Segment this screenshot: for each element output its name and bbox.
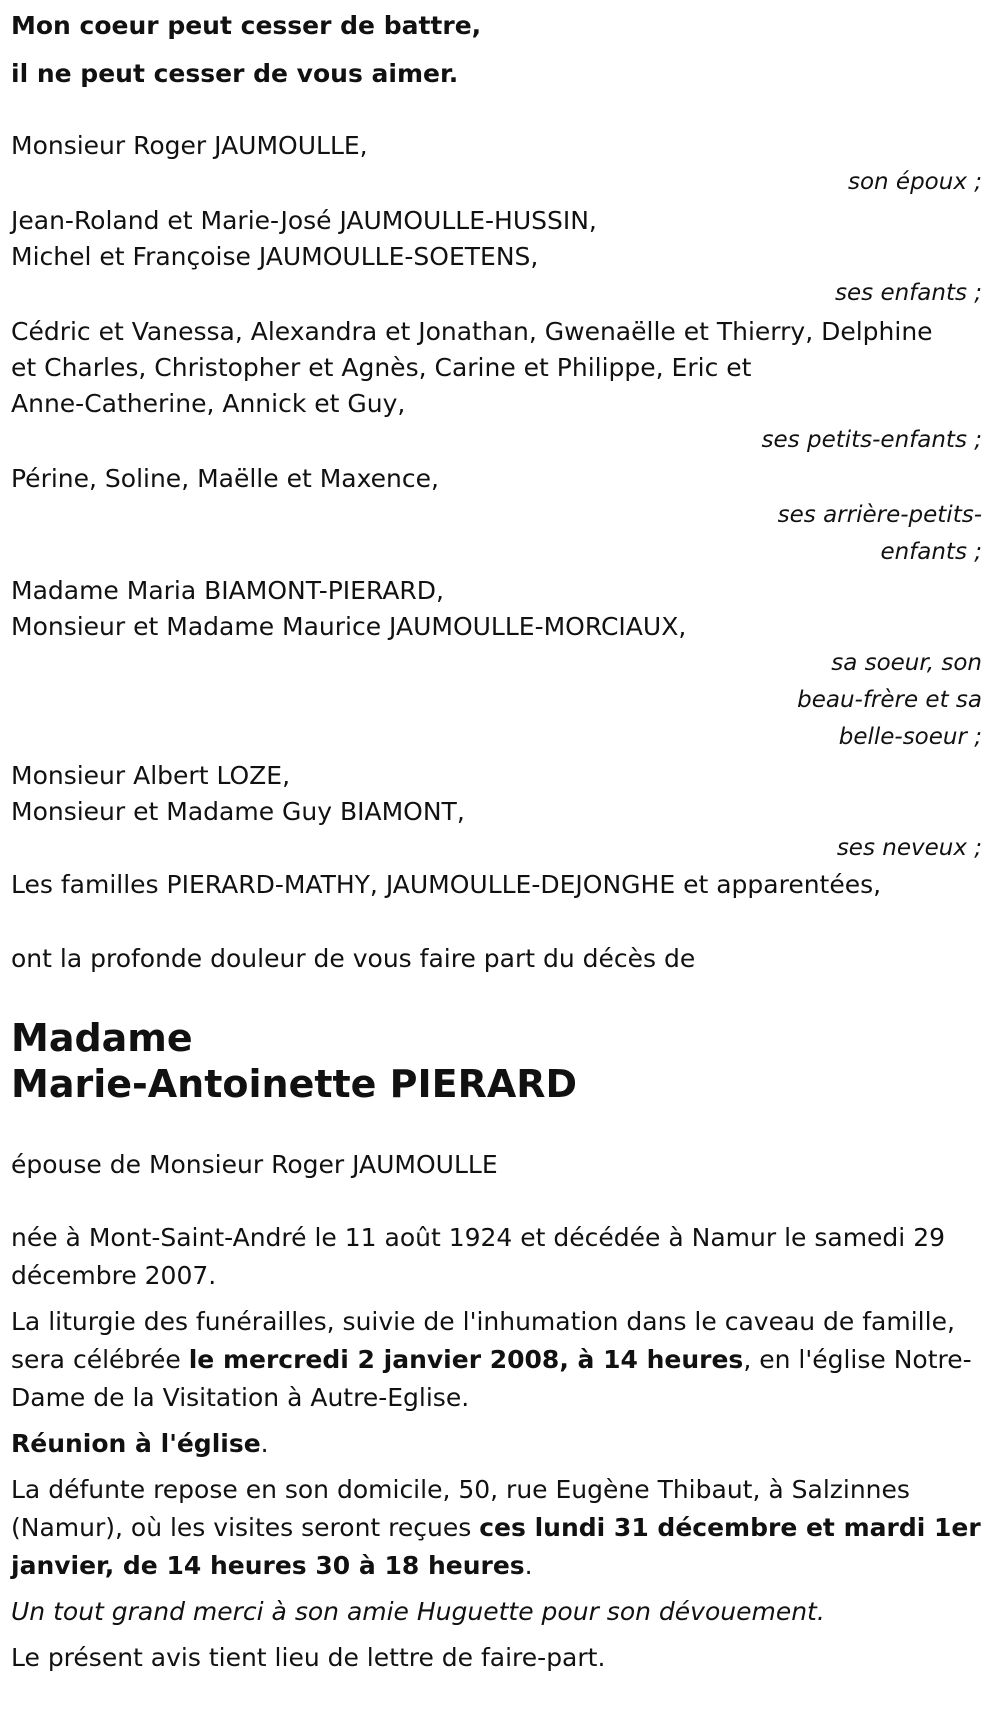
thanks-note: Un tout grand merci à son amie Huguette pour son dévouement.	[11, 1597, 825, 1626]
epigraph-line-2: il ne peut cesser de vous aimer.	[11, 59, 459, 88]
family-children	[11, 203, 986, 312]
family-nephews	[11, 758, 986, 867]
notice-note: Le présent avis tient lieu de lettre de faire-part.	[11, 1643, 606, 1672]
nephews-name-1: Monsieur Albert LOZE,	[11, 761, 291, 790]
family-grandchildren	[11, 314, 986, 459]
epigraph	[11, 0, 986, 98]
deceased-title: Madame	[11, 1016, 193, 1060]
siblings-role-2: beau-frère et sa	[797, 687, 982, 713]
meeting-text: Réunion à l'église	[11, 1429, 261, 1458]
children-name-2: Michel et Françoise JAUMOULLE-SOETENS,	[11, 242, 539, 271]
family-great-grandchildren	[11, 461, 986, 571]
children-name-1: Jean-Roland et Marie-José JAUMOULLE-HUSSIN,	[11, 206, 597, 235]
siblings-name-1: Madame Maria BIAMONT-PIERARD,	[11, 576, 444, 605]
siblings-name-2: Monsieur et Madame Maurice JAUMOULLE-MORCIAUX,	[11, 612, 687, 641]
grandchildren-name-1: Cédric et Vanessa, Alexandra et Jonathan, Gwenaëlle et Thierry, Delphine	[11, 317, 933, 346]
families-line: Les familles PIERARD-MATHY, JAUMOULLE-DEJONGHE et apparentées,	[11, 870, 882, 899]
deceased-name-block	[11, 1015, 986, 1107]
grandchildren-name-2: et Charles, Christopher et Agnès, Carine et Philippe, Eric et	[11, 353, 752, 382]
visits-after: .	[524, 1551, 533, 1580]
grandchildren-role: ses petits-enfants ;	[761, 427, 982, 453]
husband-role: son époux ;	[847, 169, 982, 195]
great-grandchildren-role-1: ses arrière-petits-	[777, 502, 982, 528]
funeral-text-before: La liturgie des funérailles, suivie de l'inhumation dans le caveau de famille, sera célébrée	[11, 1307, 955, 1374]
funeral-info	[11, 1303, 986, 1417]
siblings-role-1: sa soeur, son	[831, 650, 982, 676]
funeral-text-after: , en l'église Notre-Dame de la Visitation à Autre-Eglise.	[11, 1345, 972, 1412]
nephews-role: ses neveux ;	[836, 835, 982, 861]
siblings-role-3: belle-soeur ;	[838, 724, 982, 750]
deceased-name: Marie-Antoinette PIERARD	[11, 1062, 578, 1106]
visits-info	[11, 1471, 986, 1585]
meeting-info	[11, 1425, 986, 1463]
visits-dates: ces lundi 31 décembre et mardi 1er janvier, de 14 heures 30 à 18 heures	[11, 1513, 981, 1580]
nephews-name-2: Monsieur et Madame Guy BIAMONT,	[11, 797, 465, 826]
announcement: ont la profonde douleur de vous faire part du décès de	[11, 944, 696, 973]
visits-text-before: La défunte repose en son domicile, 50, rue Eugène Thibaut, à Salzinnes (Namur), où les visites seront reçues	[11, 1475, 910, 1542]
children-role: ses enfants ;	[835, 280, 982, 306]
great-grandchildren-role-2: enfants ;	[880, 539, 982, 565]
epigraph-line-1: Mon coeur peut cesser de battre,	[11, 11, 482, 40]
funeral-date: le mercredi 2 janvier 2008, à 14 heures	[188, 1345, 744, 1374]
birth-death: née à Mont-Saint-André le 11 août 1924 et décédée à Namur le samedi 29 décembre 2007.	[11, 1223, 946, 1290]
meeting-after: .	[260, 1429, 269, 1458]
grandchildren-name-3: Anne-Catherine, Annick et Guy,	[11, 389, 406, 418]
great-grandchildren-name: Périne, Soline, Maëlle et Maxence,	[11, 464, 439, 493]
husband-name: Monsieur Roger JAUMOULLE,	[11, 131, 368, 160]
obituary-notice	[11, 0, 986, 1677]
family-husband	[11, 128, 986, 201]
spouse-of: épouse de Monsieur Roger JAUMOULLE	[11, 1150, 498, 1179]
family-siblings	[11, 573, 986, 756]
